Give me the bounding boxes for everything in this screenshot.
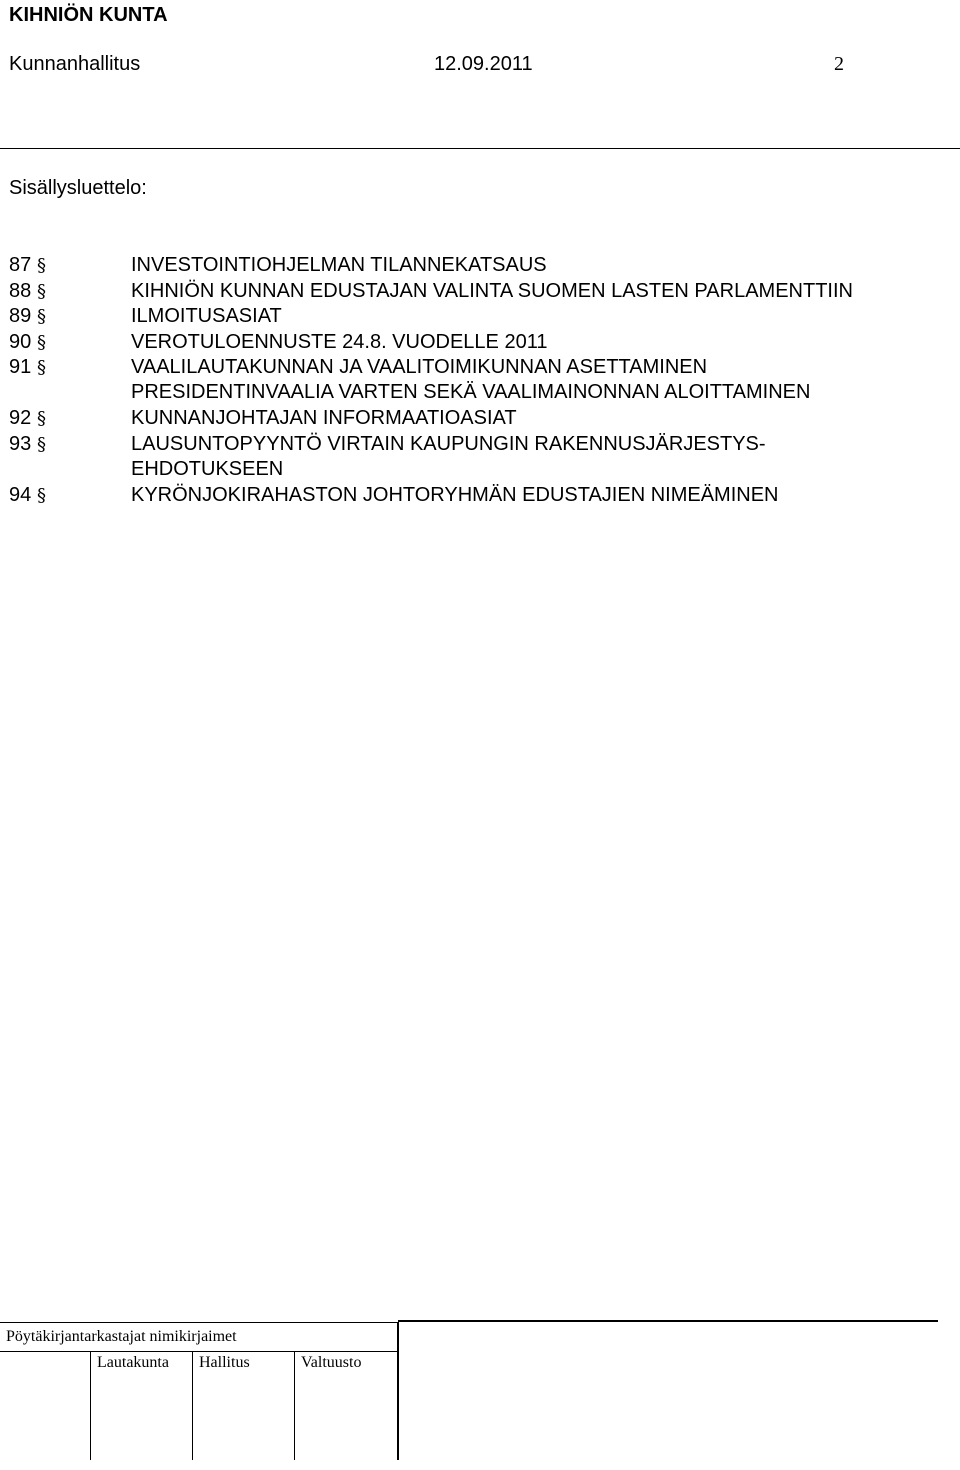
toc-item-title-line: ILMOITUSASIAT — [131, 305, 282, 327]
signature-column-label: Lautakunta — [97, 1354, 169, 1371]
toc-item-title — [131, 406, 517, 431]
signature-header-cell — [0, 1322, 399, 1352]
toc-item-title — [131, 304, 282, 329]
signature-label: Pöytäkirjantarkastajat nimikirjaimet — [6, 1328, 237, 1345]
toc-item-title-line: VAALILAUTAKUNNAN JA VAALITOIMIKUNNAN ASETTAMINEN — [131, 356, 708, 378]
toc-item-title — [131, 432, 766, 482]
page-number: 2 — [834, 53, 844, 75]
toc-item-title — [131, 279, 853, 304]
toc-item-number: 88 — [9, 279, 32, 302]
toc-item — [0, 432, 960, 483]
toc-item-title-line: EHDOTUKSEEN — [131, 457, 284, 480]
toc-item — [0, 330, 960, 356]
meeting-date: 12.09.2011 — [434, 53, 533, 75]
toc-title: Sisällysluettelo: — [9, 177, 147, 199]
toc-item-title-line: KYRÖNJOKIRAHASTON JOHTORYHMÄN EDUSTAJIEN NIMEÄMINEN — [131, 483, 779, 506]
section-sign-icon: § — [37, 280, 46, 302]
toc-item-number: 90 — [9, 330, 32, 353]
toc-list — [0, 253, 960, 508]
header-divider — [0, 148, 960, 149]
toc-item — [0, 406, 960, 432]
toc-item-number: 92 — [9, 407, 32, 429]
section-sign-icon: § — [37, 255, 46, 276]
toc-item-title-line: KUNNANJOHTAJAN INFORMAATIOASIAT — [131, 407, 517, 429]
signature-cell-blank — [0, 1351, 91, 1460]
toc-item — [0, 483, 960, 509]
signature-cell-lautakunta — [91, 1351, 193, 1460]
toc-item — [0, 304, 960, 330]
section-sign-icon: § — [37, 433, 46, 455]
signature-column-label: Valtuusto — [301, 1354, 362, 1371]
toc-item-title — [131, 355, 810, 405]
toc-item-title — [131, 483, 779, 508]
signature-cell-hallitus — [193, 1351, 295, 1460]
toc-item-number: 94 — [9, 483, 32, 506]
toc-item — [0, 253, 960, 279]
toc-item-title-line: VEROTULOENNUSTE 24.8. VUODELLE 2011 — [131, 330, 548, 353]
toc-item-number: 89 — [9, 305, 32, 327]
section-sign-icon: § — [37, 484, 46, 506]
toc-item-number: 91 — [9, 356, 32, 378]
signature-cell-valtuusto — [295, 1351, 399, 1460]
board-name: Kunnanhallitus — [9, 53, 141, 75]
section-sign-icon: § — [37, 331, 46, 353]
section-sign-icon: § — [37, 408, 46, 429]
organization-name: KIHNIÖN KUNTA — [9, 4, 168, 26]
toc-item — [0, 279, 960, 305]
toc-item-title-line: PRESIDENTINVAALIA VARTEN SEKÄ VAALIMAINONNAN ALOITTAMINEN — [131, 381, 811, 403]
toc-item-title-line: INVESTOINTIOHJELMAN TILANNEKATSAUS — [131, 254, 547, 276]
section-sign-icon: § — [37, 357, 46, 378]
toc-item-number: 93 — [9, 432, 32, 455]
toc-item-title — [131, 253, 547, 278]
toc-item — [0, 355, 960, 406]
signature-top-rule — [398, 1320, 938, 1322]
toc-item-title-line: KIHNIÖN KUNNAN EDUSTAJAN VALINTA SUOMEN LASTEN PARLAMENTTIIN — [131, 279, 853, 302]
toc-item-title — [131, 330, 547, 355]
section-sign-icon: § — [37, 306, 46, 327]
signature-table — [0, 1320, 960, 1460]
toc-item-number: 87 — [9, 254, 32, 276]
toc-item-title-line: LAUSUNTOPYYNTÖ VIRTAIN KAUPUNGIN RAKENNUSJÄRJESTYS- — [131, 432, 766, 455]
signature-column-label: Hallitus — [199, 1354, 250, 1371]
